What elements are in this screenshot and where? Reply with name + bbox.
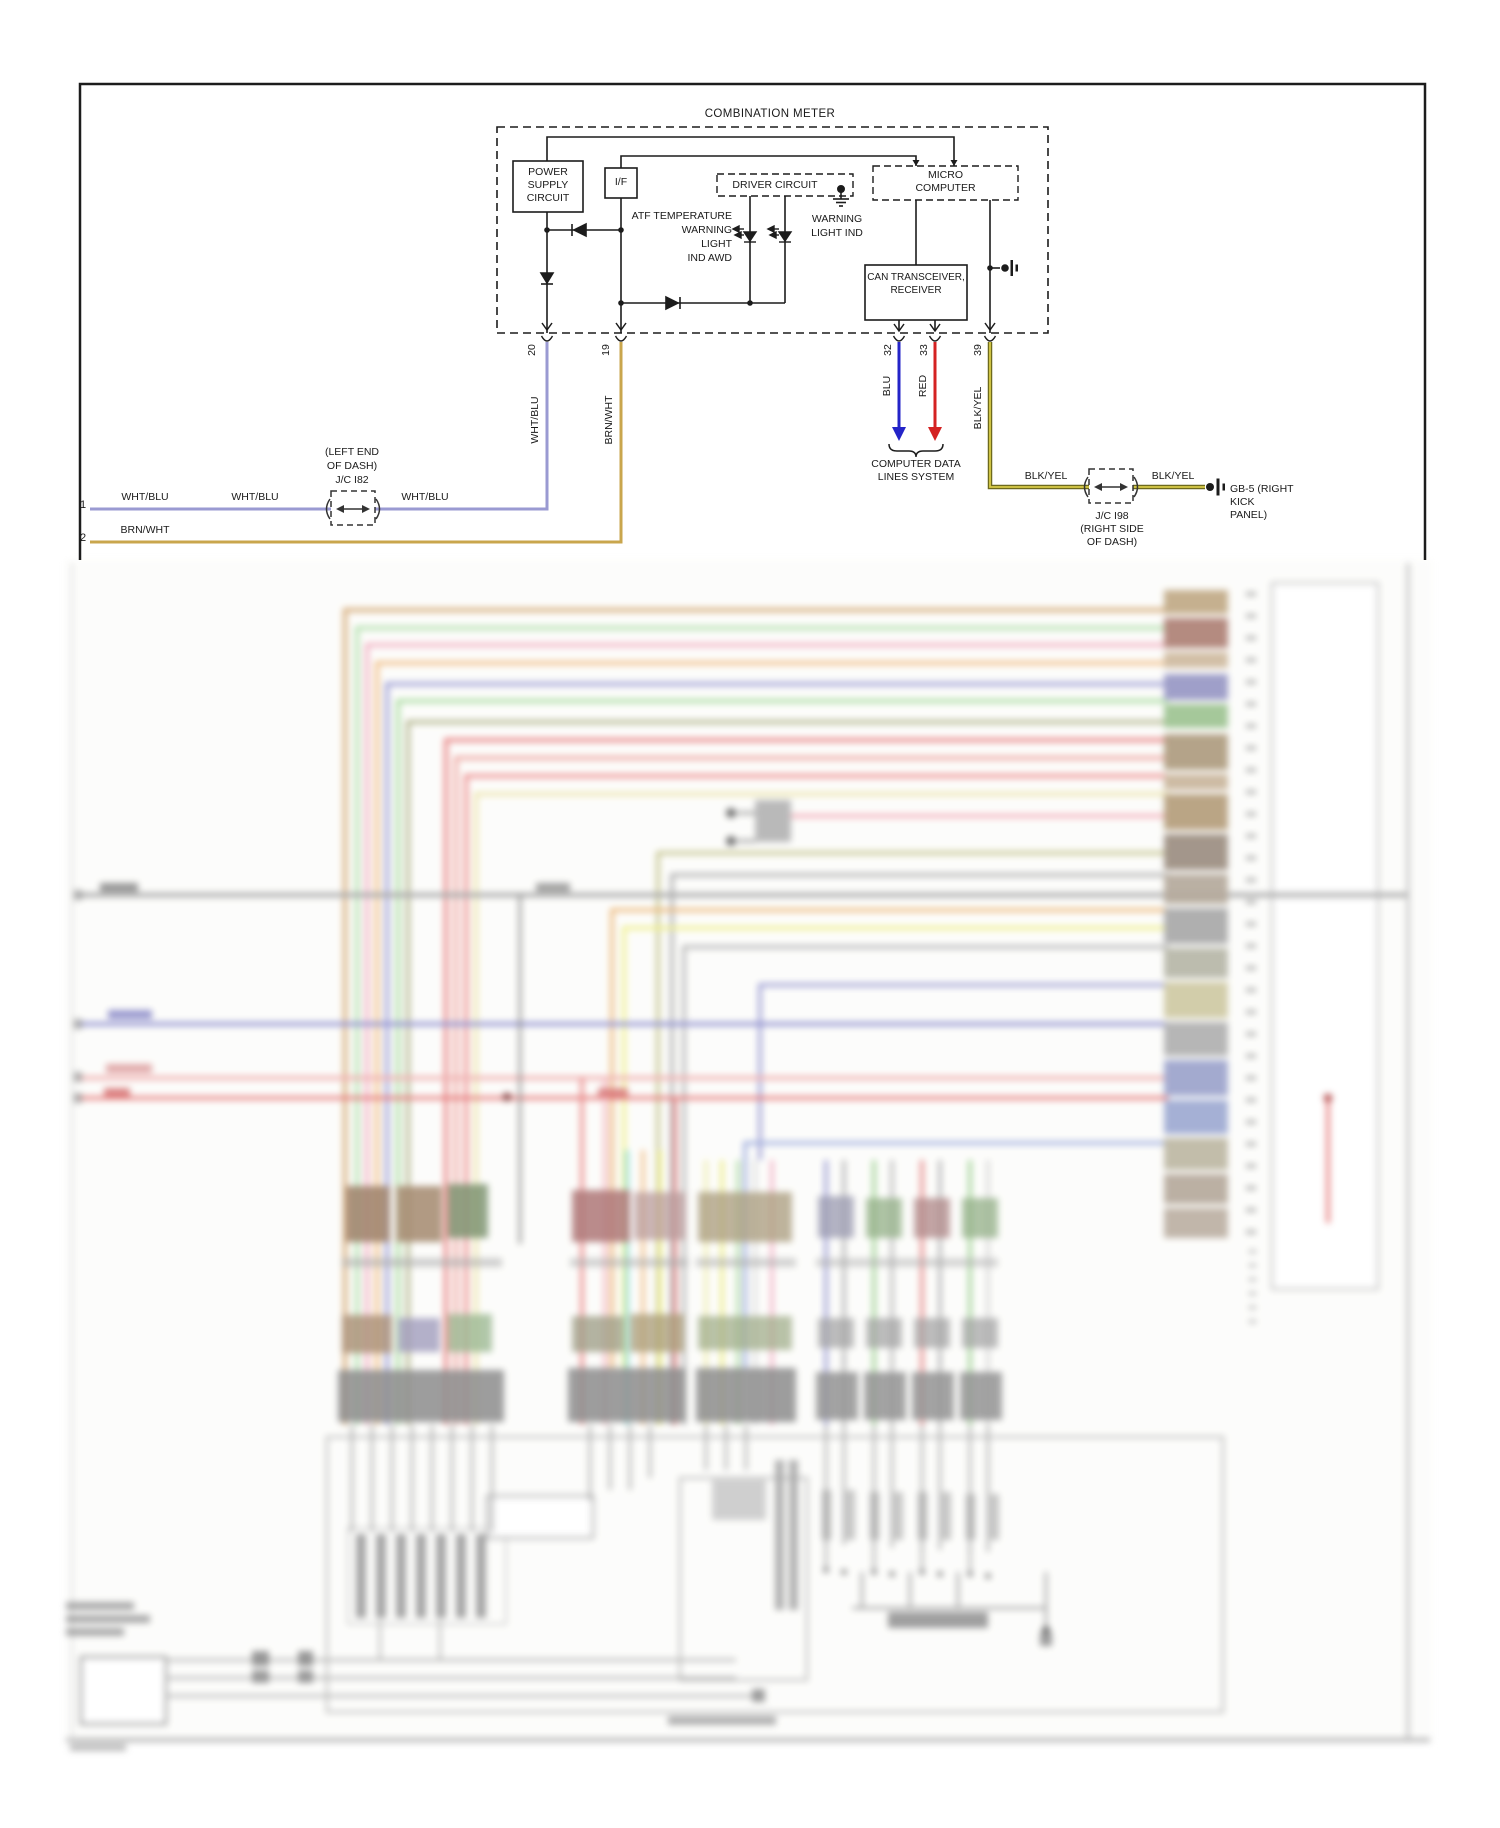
blur-smudge [912,1372,954,1420]
blur-smudge [752,1689,765,1702]
blur-dot [1324,1094,1333,1103]
label-line: OF DASH) [1086,536,1138,548]
blur-box [81,1657,166,1724]
blur-smudge [356,1534,366,1618]
blur-smudge [962,1198,998,1238]
pin-number-32: 32 [882,344,894,356]
label-line: LIGHT [701,238,732,250]
power-supply-label [513,166,583,205]
computer-data-lines-label [846,458,986,484]
blur-smudge [298,1670,313,1683]
gb5-label [1230,483,1322,522]
label-line: PANEL) [1230,509,1268,521]
blur-connector-block [1164,1060,1228,1096]
blur-smudge [252,1651,269,1666]
blur-smudge [630,1314,684,1352]
wire1-color-label: WHT/BLU [231,491,279,503]
blur-connector-block [1164,652,1228,668]
blur-connector-block [1164,794,1228,830]
combination-meter-title: COMBINATION METER [704,108,836,120]
wire-color-blk-yel: BLK/YEL [972,386,984,430]
blur-smudge [870,1492,879,1540]
label-line: (RIGHT SIDE [1080,523,1144,535]
blur-pin-tick [1246,856,1256,860]
label-line: CAN TRANSCEIVER, [867,272,965,283]
can-transceiver-label [865,271,967,297]
blur-smudge [755,800,791,842]
blur-smudge [789,1460,798,1610]
blur-smudge [914,1318,950,1348]
blur-smudge [74,1093,82,1103]
blur-connector-block [1164,1022,1228,1056]
blur-connector-block [1164,982,1228,1018]
blur-smudge [942,1492,951,1540]
blur-smudge [476,1534,486,1618]
blur-smudge [66,1602,134,1610]
wire-red-arrow [928,427,942,441]
label-line: WARNING [811,213,863,225]
wire-color-wht-blu: WHT/BLU [529,396,541,444]
blur-smudge [108,1010,152,1019]
blur-pin-tick [1246,1208,1256,1212]
blur-connector-block [1164,704,1228,728]
blur-pin-tick [1246,922,1256,926]
blur-pin-tick [1246,790,1256,794]
blur-pin-tick [1246,966,1256,970]
wire-color-red: RED [917,374,929,398]
jc-i82-label [309,445,395,487]
blur-smudge [376,1534,386,1618]
label-line: WARNING [681,224,732,236]
blur-connector-block [1164,1100,1228,1134]
blur-dot [841,1569,847,1575]
driver-circuit-label: DRIVER CIRCUIT [732,179,818,191]
blur-pin-tick [1246,1230,1256,1234]
blur-box [1272,583,1378,1289]
blur-box [487,1496,593,1538]
blur-connector-block [1164,734,1228,770]
blur-smudge [436,1534,446,1618]
led-symbols [733,226,791,242]
wire1-color-label: WHT/BLU [401,491,449,503]
blur-smudge [866,1198,902,1238]
label-line: LINES SYSTEM [877,471,955,483]
blur-pin-tick [1246,1032,1256,1036]
blur-dot [726,836,736,846]
label-line: ATF TEMPERATURE [631,210,732,222]
blur-dot [919,1569,925,1575]
blur-pin-tick [1249,1264,1256,1267]
blur-pin-tick [1246,614,1256,618]
blur-pin-tick [1246,724,1256,728]
blur-smudge [74,1072,82,1082]
blur-smudge [448,1184,488,1238]
blur-smudge [698,1192,792,1242]
blur-smudge [74,1019,82,1029]
wire1-color-label: WHT/BLU [121,491,169,503]
label-line: J/C I98 [1095,510,1129,522]
blur-pin-tick [1249,1278,1256,1281]
blur-smudge [396,1186,442,1242]
blur-smudge [775,1460,784,1610]
blur-connector-block [1164,1208,1228,1238]
label-line: J/C I82 [335,474,369,486]
blur-smudge [818,1318,854,1348]
blur-smudge [342,1315,392,1353]
blur-smudge [888,1612,988,1628]
blur-dot [937,1571,943,1577]
jc-i98-label [1067,510,1157,549]
blur-smudge [398,1318,440,1352]
blur-smudge [572,1190,630,1242]
blur-pin-tick [1246,1120,1256,1124]
blur-smudge [66,1628,124,1636]
blur-smudge [104,1088,130,1097]
blur-connector-block [1164,834,1228,870]
blur-smudge [106,1064,152,1073]
label-line: COMPUTER DATA [871,458,961,470]
blur-pin-tick [1246,1098,1256,1102]
wire2-color-label: BRN/WHT [120,524,170,536]
blur-connector-block [1164,618,1228,648]
blur-pin-tick [1246,1010,1256,1014]
blur-smudge [396,1534,406,1618]
wire-color-brn-wht: BRN/WHT [603,395,615,445]
blur-smudge [346,1186,390,1242]
jc-i98-symbol [1085,469,1138,503]
ground-symbol-micro [1001,260,1018,276]
label-line: OF DASH) [326,460,378,472]
jc-i82-symbol [327,491,380,525]
blur-smudge [990,1494,999,1540]
blur-pin-tick [1246,1054,1256,1058]
wire-blk-yel-inner [990,342,1205,487]
blur-smudge [712,1480,766,1520]
blur-smudge [816,1372,858,1420]
blur-pin-tick [1246,834,1256,838]
blur-smudge [570,1258,688,1267]
blur-smudge [960,1372,1002,1420]
blur-smudge [298,1651,313,1666]
blur-smudge [696,1258,796,1267]
blur-connector-block [1164,1138,1228,1170]
blkyel-label-2: BLK/YEL [1151,470,1195,482]
wire-color-blu: BLU [881,375,893,397]
blur-dot [967,1571,973,1577]
blur-smudge [962,1318,998,1348]
blur-dot [985,1573,991,1579]
label-line: GB-5 (RIGHT [1230,483,1294,495]
blur-pin-tick [1246,768,1256,772]
blur-smudge [536,883,570,892]
blur-smudge [568,1368,686,1422]
blur-smudge [894,1492,903,1540]
computer-data-brace [889,444,943,457]
gb5-ground-symbol [1206,479,1225,496]
wire-blu-arrow [892,427,906,441]
blur-pin-tick [1246,944,1256,948]
blur-pin-tick [1249,1320,1256,1323]
label-line: SUPPLY [527,179,569,191]
blur-smudge [864,1372,906,1420]
blur-smudge [74,890,82,900]
label-line: COMPUTER [915,182,976,194]
label-line: MICRO [928,169,963,181]
blur-connector-block [1164,1174,1228,1204]
blur-pin-tick [1246,878,1256,882]
blur-smudge [1040,1632,1052,1646]
if-label: I/F [614,176,628,188]
blur-smudge [66,1615,150,1623]
label-line: (LEFT END [324,446,380,458]
blur-smudge [698,1316,792,1350]
blur-smudge [634,1192,686,1240]
blur-connector-block [1164,874,1228,904]
blur-pin-tick [1249,1292,1256,1295]
blur-smudge [818,1196,854,1238]
blur-pin-tick [1249,1306,1256,1309]
blur-connector-block [1164,774,1228,790]
blur-connector-block [1164,674,1228,700]
blur-pin-tick [1246,658,1256,662]
blur-smudge [914,1198,950,1238]
blur-smudge [342,1258,502,1267]
blur-connector-block [1164,908,1228,944]
blur-pin-tick [1249,1250,1256,1253]
blur-smudge [966,1494,975,1540]
blur-smudge [846,1490,855,1540]
blur-smudge [696,1368,796,1422]
blur-smudge [448,1314,492,1352]
blur-smudge [416,1534,426,1618]
blur-pin-tick [1246,812,1256,816]
pin-number-20: 20 [526,344,538,356]
blur-pin-tick [1246,1142,1256,1146]
micro-computer-label [873,169,1018,195]
blur-dot [726,808,736,818]
blur-pin-tick [1246,1186,1256,1190]
blur-smudge [598,1088,628,1097]
blur-pin-tick [1246,702,1256,706]
blur-smudge [252,1670,269,1683]
blur-dot [1042,1626,1050,1634]
pin-number-39: 39 [972,344,984,356]
blur-dot [503,1093,512,1102]
blur-pin-tick [1246,636,1256,640]
atf-warning-light-label [600,209,732,265]
blur-smudge [668,1716,776,1725]
label-line: IND AWD [687,252,732,264]
circuit-number-1: 1 [80,499,87,511]
blur-smudge [866,1318,902,1348]
blur-smudge [918,1492,927,1540]
blur-pin-tick [1246,900,1256,904]
label-line: KICK [1230,496,1255,508]
label-line: RECEIVER [890,285,942,296]
blur-pin-tick [1246,1164,1256,1168]
blur-smudge [338,1370,504,1422]
blur-connector-block [1164,948,1228,978]
pin-number-19: 19 [600,344,612,356]
blur-pin-tick [1246,988,1256,992]
label-line: LIGHT IND [811,227,863,239]
ground-symbol-driver [833,186,849,206]
blur-dot [889,1571,895,1577]
blur-smudge [100,883,138,892]
blur-smudge [456,1534,466,1618]
warning-light-ind-label [798,212,876,240]
circuit-number-2: 2 [80,532,87,544]
pin-number-33: 33 [918,344,930,356]
blur-pin-tick [1246,680,1256,684]
blur-dot [871,1569,877,1575]
blur-pin-tick [1246,1076,1256,1080]
blur-smudge [572,1316,624,1352]
blkyel-label-1: BLK/YEL [1024,470,1068,482]
blur-pin-tick [1246,746,1256,750]
blur-smudge [816,1258,998,1267]
label-line: POWER [528,166,568,178]
wire-blk-yel-outer [990,342,1205,487]
label-line: CIRCUIT [526,192,570,204]
blur-smudge [70,1744,126,1751]
blur-dot [823,1567,829,1573]
blur-smudge [822,1490,831,1540]
